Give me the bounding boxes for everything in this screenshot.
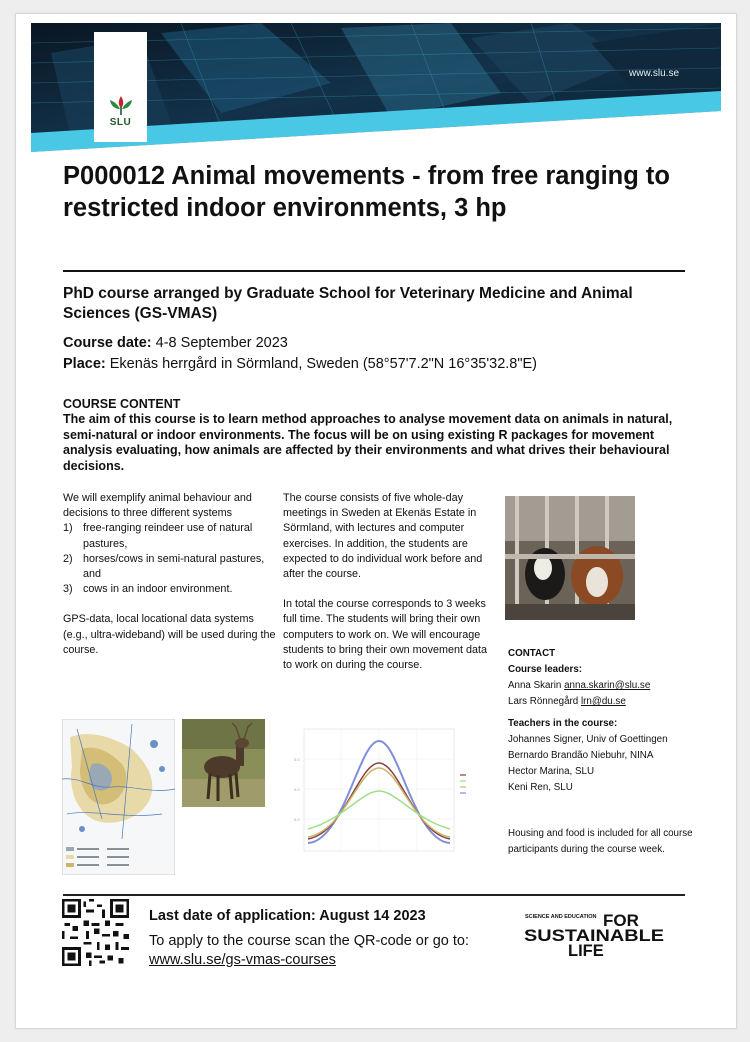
svg-text:0.0: 0.0 [294, 818, 300, 822]
housing-note: Housing and food is included for all course participants during the course week. [508, 828, 693, 855]
list-item [63, 582, 277, 597]
application-qr-code[interactable] [62, 899, 129, 966]
apply-instructions [149, 932, 499, 970]
list-item-text: horses/cows in semi-natural pastures, and [83, 552, 265, 581]
reindeer-photo [182, 719, 265, 807]
sustainable-life-logo-mark [521, 909, 666, 961]
apply-link[interactable]: www.slu.se/gs-vmas-courses [149, 952, 336, 968]
course-workload-text: In total the course corresponds to 3 weeks full time. The students will bring their own computers to work on. We will encourage students to bring their own movement data to work on during the course. [283, 598, 488, 672]
map-image [62, 719, 175, 875]
list-item-text: free-ranging reindeer use of natural pastures, [83, 522, 253, 550]
header-banner [31, 23, 721, 152]
title-divider [63, 270, 685, 272]
course-leaders-heading: Course leaders: [508, 664, 583, 675]
tagline-sustainable: SUSTAINABLE [524, 927, 664, 945]
list-item-text: cows in an indoor environment. [83, 583, 233, 596]
tagline-small: SCIENCE AND EDUCATION [525, 914, 597, 920]
list-item [63, 552, 277, 582]
tagline-for: FOR [603, 911, 639, 930]
slu-logo-text: SLU [109, 117, 132, 128]
list-item-number: 3) [63, 583, 73, 596]
course-subtitle: PhD course arranged by Graduate School for Veterinary Medicine and Animal Sciences (GS-VMAS) [63, 285, 633, 322]
study-area-map [62, 719, 175, 875]
systems-column [63, 491, 277, 658]
cows-photo [505, 496, 635, 620]
systems-list [63, 521, 277, 597]
leader-row [508, 678, 708, 694]
course-structure-text: The course consists of five whole-day meetings in Sweden at Ekenäs Estate in Sörmland, with lectures and computer exercises. In addition, the students are expected to do individual work before and after the course. [283, 492, 483, 581]
course-date-label: Course date: [63, 335, 152, 351]
gps-data-text: GPS-data, local locational data systems (e.g., ultra-wideband) will be used during the course. [63, 613, 276, 656]
list-item-number: 1) [63, 522, 73, 535]
plot-image [284, 721, 484, 871]
leader-email[interactable]: anna.skarin@slu.se [564, 680, 651, 691]
course-place [63, 356, 537, 372]
apply-text: To apply to the course scan the QR-code or go to: [149, 933, 469, 949]
course-aim: The aim of this course is to learn method approaches to analyse movement data on animals in natural, semi-natural or indoor environments. The focus will be on using existing R packages for movement analysis evaluating, how animals are affected by their environments and what drives their behavioural decisions. [63, 412, 673, 473]
leader-name: Lars Rönnegård [508, 696, 581, 707]
website-url[interactable]: www.slu.se [629, 68, 680, 79]
leader-row [508, 694, 708, 710]
teacher-item: Hector Marina, SLU [508, 766, 595, 777]
course-place-label: Place: [63, 356, 106, 372]
slu-logo-icon [106, 94, 136, 116]
leader-email[interactable]: lrn@du.se [580, 696, 626, 707]
leader-name: Anna Skarin [508, 680, 565, 691]
teachers-heading: Teachers in the course: [508, 718, 618, 729]
movement-distribution-plot [284, 721, 484, 871]
application-deadline: Last date of application: August 14 2023 [149, 908, 426, 924]
qr-code-icon [62, 899, 129, 966]
contact-section [508, 646, 708, 796]
cows-image [505, 496, 635, 620]
course-date [63, 335, 288, 351]
svg-text:0.0: 0.0 [294, 758, 300, 762]
contact-heading: CONTACT [508, 648, 556, 659]
course-title: P000012 Animal movements - from free ranging to restricted indoor environments, 3 hp [63, 162, 670, 222]
footer-divider [63, 894, 685, 896]
slu-logo [94, 32, 147, 142]
course-place-value: Ekenäs herrgård in Sörmland, Sweden (58°57'7.2"N 16°35'32.8"E) [105, 356, 537, 372]
sustainable-life-logo [521, 909, 666, 961]
list-item [63, 521, 277, 551]
course-content-heading: COURSE CONTENT [63, 397, 181, 411]
systems-intro: We will exemplify animal behaviour and decisions to three different systems [63, 492, 252, 520]
svg-text:0.0: 0.0 [294, 788, 300, 792]
reindeer-image [182, 719, 265, 807]
teacher-item: Bernardo Brandão Niebuhr, NINA [508, 750, 654, 761]
teacher-item: Keni Ren, SLU [508, 782, 573, 793]
teacher-item: Johannes Signer, Univ of Goettingen [508, 734, 668, 745]
course-structure-column [283, 491, 497, 673]
course-date-value: 4-8 September 2023 [151, 335, 288, 351]
list-item-number: 2) [63, 552, 73, 565]
tagline-life: LIFE [568, 942, 604, 960]
